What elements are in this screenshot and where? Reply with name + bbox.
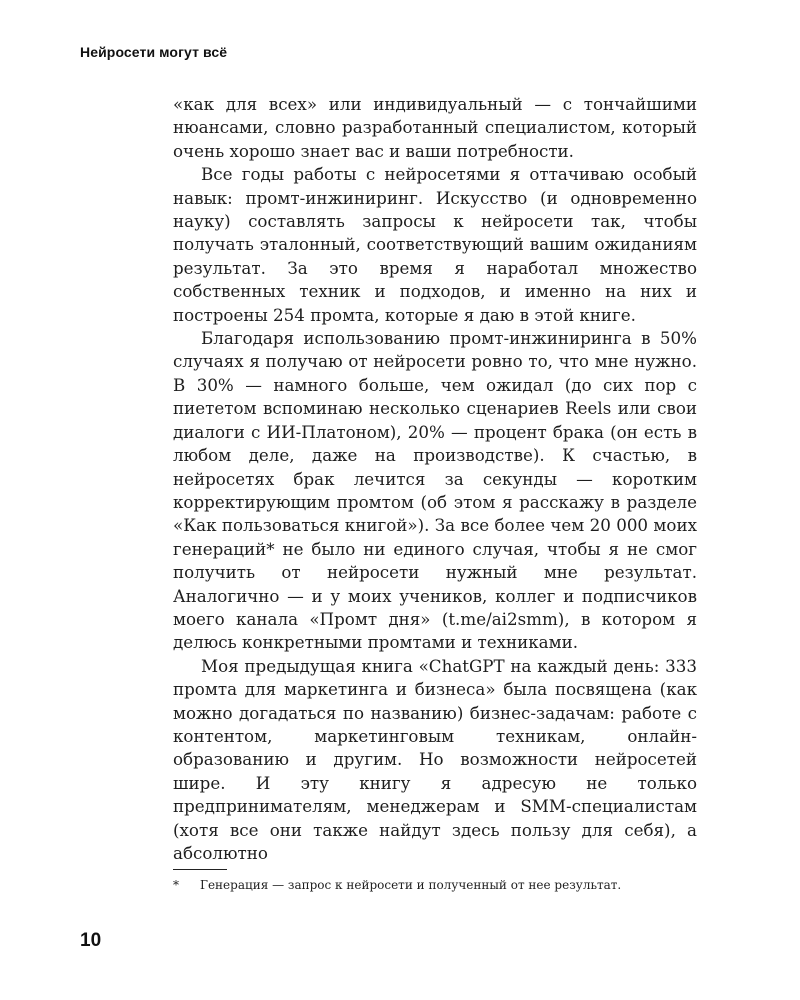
body-text [173, 93, 697, 865]
footnote-text: Генерация — запрос к нейросети и полученный от нее результат. [200, 878, 622, 892]
paragraph: Все годы работы с нейросетями я оттачиваю особый навык: промт-инжиниринг. Искусство (и одновременно науку) составлять запросы к нейросети так, чтобы получать эталонный, соответствующий вашим ожиданиям результат. За это время я наработал множество собственных техник и подходов, и именно на них и построены 254 промта, которые я даю в этой книге. [173, 164, 697, 325]
running-head: Нейросети могут всё [80, 44, 228, 60]
paragraph: «как для всех» или индивидуальный — с тончайшими нюансами, словно разработанный специалистом, который очень хорошо знает вас и ваши потребности. [173, 94, 697, 161]
footnote-divider [173, 869, 227, 870]
page-number: 10 [80, 930, 102, 951]
paragraph: Благодаря использованию промт-инжиниринга в 50% случаях я получаю от нейросети ровно то, что мне нужно. В 30% — намного больше, чем ожидал (до сих пор с пиететом вспоминаю несколько сценариев Reels или свои диалоги с ИИ-Платоном), 20% — процент брака (он есть в любом деле, даже на производстве). К счастью, в нейросетях брак лечится за секунды — коротким корректирующим промтом (об этом я расскажу в разделе «Как пользоваться книгой»). За все более чем 20 000 моих генераций* не было ни единого случая, чтобы я не смог получить от нейросети нужный мне результат. Аналогично — и у моих учеников, коллег и подписчиков моего канала «Промт дня» (t.me/ai2smm), в котором я делюсь конкретными промтами и техниками. [173, 328, 697, 653]
footnote [173, 877, 713, 893]
paragraph: Моя предыдущая книга «ChatGPT на каждый день: 333 промта для маркетинга и бизнеса» была посвящена (как можно догадаться по названию) бизнес-задачам: работе с контентом, маркетинговым техникам, онлайн-образованию и другим. Но возможности нейросетей шире. И эту книгу я адресую не только предпринимателям, менеджерам и SMM-специалистам (хотя все они также найдут здесь пользу для себя), а абсолютно [173, 655, 697, 863]
footnote-marker: * [173, 878, 179, 892]
